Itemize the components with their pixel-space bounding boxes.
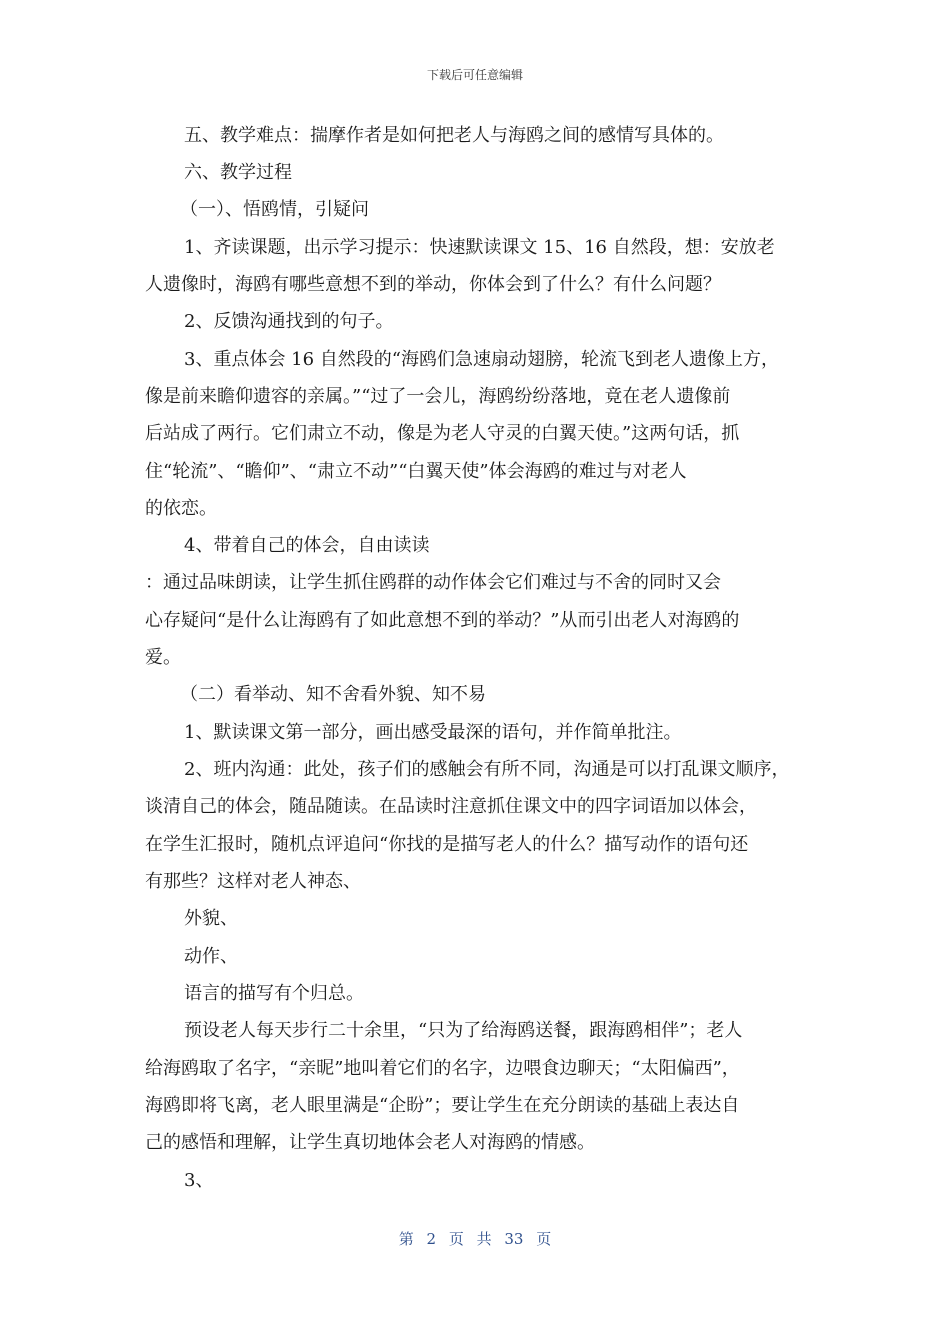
text-line: 的依恋。 — [145, 498, 217, 519]
text-line: 人遗像时，海鸥有哪些意想不到的举动，你体会到了什么？有什么问题？ — [145, 274, 721, 295]
text-line: 六、教学过程 — [184, 162, 292, 183]
text-line: 有那些？这样对老人神态、 — [145, 871, 361, 892]
text-line: 给海鸥取了名字，“亲昵”地叫着它们的名字，边喂食边聊天；“太阳偏西”， — [145, 1058, 740, 1079]
text-line: 己的感悟和理解，让学生真切地体会老人对海鸥的情感。 — [145, 1132, 595, 1153]
text-line: 五、教学难点：揣摩作者是如何把老人与海鸥之间的感情写具体的。 — [184, 125, 724, 146]
text-line: （一）、悟鸥情，引疑问 — [180, 199, 369, 220]
text-line: 语言的描写有个归总。 — [184, 983, 364, 1004]
text-line: 预设老人每天步行二十余里，“只为了给海鸥送餐，跟海鸥相伴”；老人 — [184, 1020, 743, 1041]
text-line: ：通过品味朗读，让学生抓住鸥群的动作体会它们难过与不舍的同时又会 — [145, 572, 721, 593]
text-line: 像是前来瞻仰遗容的亲属。”“过了一会儿，海鸥纷纷落地，竟在老人遗像前 — [145, 386, 731, 407]
text-line: 心存疑问“是什么让海鸥有了如此意想不到的举动？”从而引出老人对海鸥的 — [145, 610, 740, 631]
text-line: 2、反馈沟通找到的句子。 — [184, 311, 394, 332]
text-line: 爱。 — [145, 647, 181, 668]
text-line: 动作、 — [184, 946, 238, 967]
text-line: 2、班内沟通：此处，孩子们的感触会有所不同，沟通是可以打乱课文顺序， — [184, 759, 790, 780]
text-line: （二）看举动、知不舍看外貌、知不易 — [180, 684, 486, 705]
page-header: 下载后可任意编辑 — [426, 68, 523, 82]
text-line: 3、重点体会 16 自然段的“海鸥们急速扇动翅膀，轮流飞到老人遗像上方， — [184, 349, 779, 370]
text-line: 1、齐读课题，出示学习提示：快速默读课文 15、16 自然段，想：安放老 — [184, 237, 775, 258]
text-line: 住“轮流”、“瞻仰”、“肃立不动”“白翼天使”体会海鸥的难过与对老人 — [145, 461, 687, 482]
text-line: 海鸥即将飞离，老人眼里满是“企盼”；要让学生在充分朗读的基础上表达自 — [145, 1095, 740, 1116]
text-line: 1、默读课文第一部分，画出感受最深的语句，并作简单批注。 — [184, 722, 682, 743]
page-footer: 第 2 页 共 33 页 — [398, 1230, 552, 1248]
text-line: 谈清自己的体会，随品随读。在品读时注意抓住课文中的四字词语加以体会， — [145, 796, 757, 817]
text-line: 外貌、 — [184, 908, 238, 929]
text-line: 后站成了两行。它们肃立不动，像是为老人守灵的白翼天使。”这两句话，抓 — [145, 423, 740, 444]
text-line: 在学生汇报时，随机点评追问“你找的是描写老人的什么？描写动作的语句还 — [145, 834, 749, 855]
text-line: 3、 — [184, 1170, 214, 1191]
text-line: 4、带着自己的体会，自由读读 — [184, 535, 430, 556]
